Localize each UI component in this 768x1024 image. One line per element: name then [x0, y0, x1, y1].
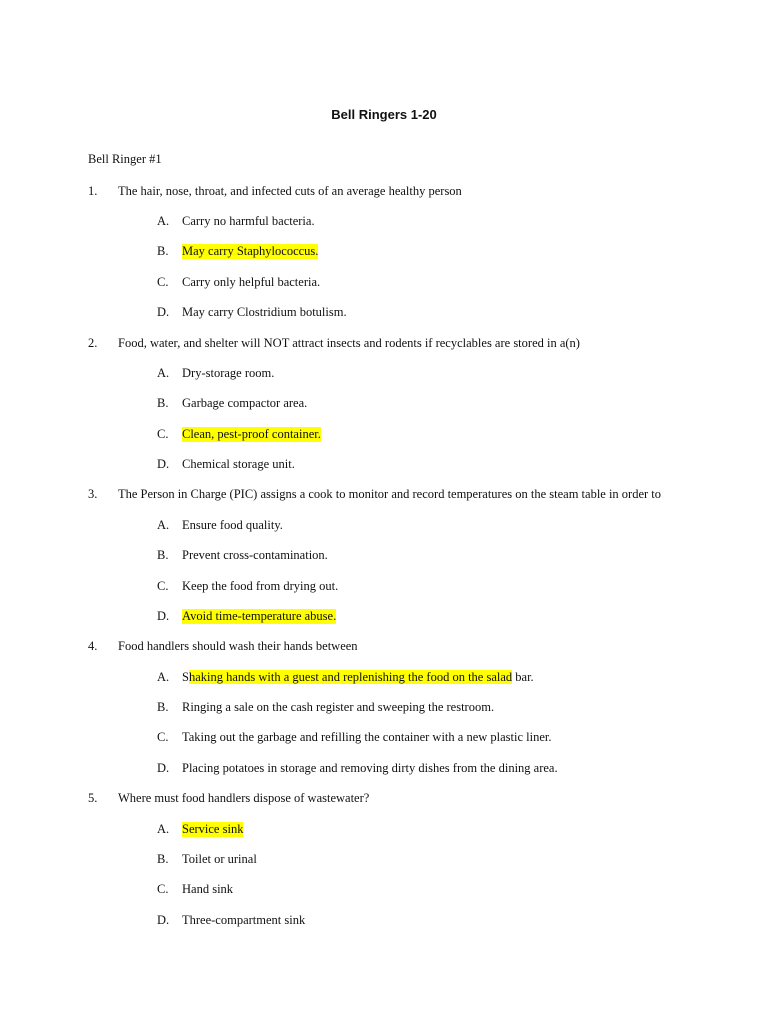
option-text: Ensure food quality.: [182, 518, 283, 532]
option-letter: A.: [157, 822, 170, 836]
option-letter: A.: [157, 518, 170, 532]
option-letter: D.: [157, 609, 170, 623]
question-number: 2.: [88, 336, 98, 350]
page-title: Bell Ringers 1-20: [331, 107, 437, 122]
question-text: Food handlers should wash their hands between: [118, 639, 358, 653]
option-text-prefix: S: [182, 670, 189, 684]
question-number: 4.: [88, 639, 98, 653]
option-letter: A.: [157, 366, 170, 380]
option-letter: D.: [157, 913, 170, 927]
option-letter: B.: [157, 852, 169, 866]
option-text: Toilet or urinal: [182, 852, 257, 866]
option-text: Ringing a sale on the cash register and sweeping the restroom.: [182, 700, 495, 714]
question-number: 1.: [88, 184, 98, 198]
option-text: Keep the food from drying out.: [182, 579, 339, 593]
option-letter: A.: [157, 214, 170, 228]
option-text: Garbage compactor area.: [182, 396, 308, 410]
option-letter: B.: [157, 244, 169, 258]
question-text: Where must food handlers dispose of wastewater?: [118, 791, 370, 805]
question-text: Food, water, and shelter will NOT attract insects and rodents if recyclables are stored in a(n): [118, 336, 580, 350]
option-text: Three-compartment sink: [182, 913, 306, 927]
option-text-highlighted: haking hands with a guest and replenishing the food on the salad: [188, 670, 513, 684]
option-text: Taking out the garbage and refilling the container with a new plastic liner.: [182, 730, 552, 744]
option-text-suffix: bar.: [512, 670, 534, 684]
option-letter: D.: [157, 305, 170, 319]
option-text: Carry no harmful bacteria.: [182, 214, 315, 228]
option-letter: D.: [157, 761, 170, 775]
option-text-highlighted: May carry Staphylococcus.: [182, 244, 319, 258]
option-letter: C.: [157, 275, 169, 289]
option-text-highlighted: Clean, pest-proof container.: [182, 427, 321, 441]
option-letter: C.: [157, 579, 169, 593]
question-text: The hair, nose, throat, and infected cuts of an average healthy person: [118, 184, 462, 198]
bell-ringer-heading: Bell Ringer #1: [88, 152, 162, 166]
option-letter: B.: [157, 700, 169, 714]
option-letter: B.: [157, 548, 169, 562]
option-letter: B.: [157, 396, 169, 410]
option-letter: C.: [157, 427, 169, 441]
option-text: Prevent cross-contamination.: [182, 548, 328, 562]
option-text: May carry Clostridium botulism.: [182, 305, 347, 319]
option-text-highlighted: Service sink: [182, 822, 244, 836]
option-text: Placing potatoes in storage and removing dirty dishes from the dining area.: [182, 761, 558, 775]
question-number: 3.: [88, 487, 98, 501]
option-text: Hand sink: [182, 882, 234, 896]
option-letter: C.: [157, 882, 169, 896]
option-text: Chemical storage unit.: [182, 457, 295, 471]
option-letter: A.: [157, 670, 170, 684]
option-text-partial-highlight: [182, 670, 534, 685]
question-text: The Person in Charge (PIC) assigns a cook to monitor and record temperatures on the steam table in order to: [118, 487, 662, 501]
option-text: Carry only helpful bacteria.: [182, 275, 321, 289]
option-text-highlighted: Avoid time-temperature abuse.: [182, 609, 337, 623]
option-text: Dry-storage room.: [182, 366, 275, 380]
question-number: 5.: [88, 791, 98, 805]
option-letter: C.: [157, 730, 169, 744]
option-letter: D.: [157, 457, 170, 471]
